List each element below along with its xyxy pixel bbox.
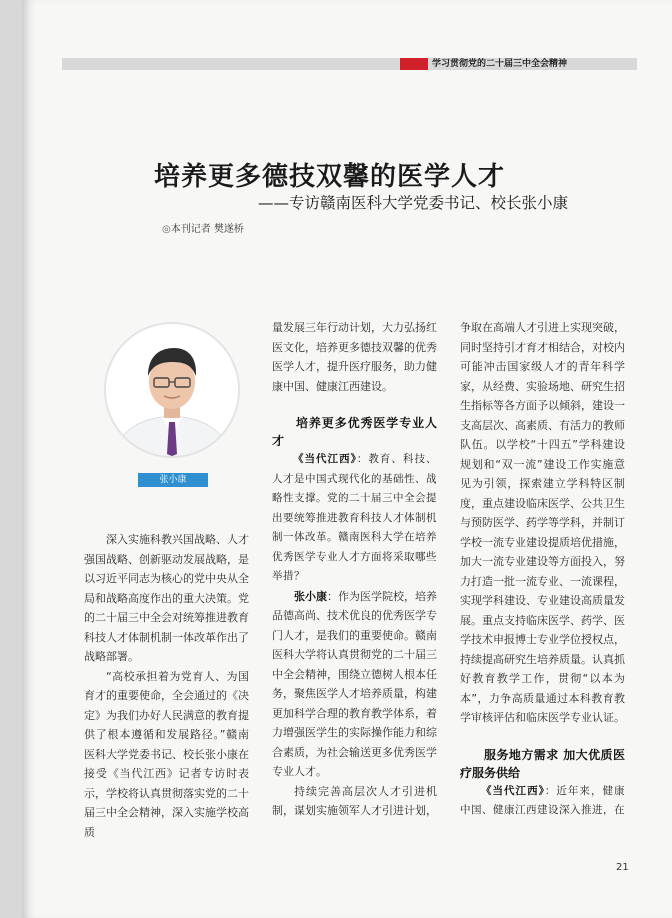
section-heading: 培养更多优秀医学专业人才	[272, 416, 437, 448]
interview-answer	[272, 587, 437, 782]
article-title: 培养更多德技双馨的医学人才	[154, 162, 506, 192]
question-text: ：教育、科技、人才是中国式现代化的基础性、战略性支撑。党的二十届三中全会提出要统筹推进教育科技人才体制机制一体改革。赣南医科大学在培养优秀医学专业人才方面将采取哪些举措？	[272, 453, 437, 582]
article-subtitle: ——专访赣南医科大学党委书记、校长张小康	[258, 194, 569, 212]
text-column-3	[460, 318, 625, 821]
page-number: 21	[616, 862, 629, 873]
text-column-2	[272, 318, 437, 821]
question-label: 《当代江西》	[293, 453, 357, 465]
paragraph: 争取在高端人才引进上实现突破，同时坚持引才育才相结合，对校内可能冲击国家级人才的青年科学家，从经费、实验场地、研究生招生指标等各方面予以倾斜，建设一支高层次、高素质、有活力的教师队伍。以学校“十四五”学科建设规划和“双一流”建设工作实施意见为引领，探索建立学科特区制度，重点建设临床医学、公共卫生与预防医学、药学等学科，并制订学校一流专业建设提质培优措施，加大一流专业建设等方面投入，努力打造一批一流专业、一流课程，实现学科建设、专业建设高质量发展。重点支持临床医学、药学、医学技术申报博士专业学位授权点，持续提高研究生培养质量。认真抓好教育教学工作，贯彻“以本为本”，力争高质量通过本科教育教学审核评估和临床医学专业认证。	[460, 321, 625, 724]
paragraph: 量发展三年行动计划，大力弘扬红医文化，培养更多德技双馨的优秀医学人才，提升医疗服务，助力健康中国、健康江西建设。	[272, 321, 437, 393]
photo-caption: 张小康	[138, 473, 208, 487]
header-accent-band	[400, 58, 428, 70]
section-heading: 服务地方需求 加大优质医疗服务供给	[460, 747, 625, 780]
interview-question	[460, 782, 625, 821]
paragraph: “高校承担着为党育人、为国育才的重要使命，全会通过的《决定》为我们办好人民满意的教育提供了根本遵循和发展路径。”赣南医科大学党委书记、校长张小康在接受《当代江西》记者专访时表示，学校将认真贯彻落实党的二十届三中全会精神，深入实施学校高质	[84, 669, 249, 839]
section-header: 学习贯彻党的二十届三中全会精神	[432, 59, 568, 69]
text-column-1	[84, 530, 249, 842]
question-text: ：近年来，健康中国、健康江西建设深入推进，在	[460, 784, 625, 816]
portrait-photo	[104, 322, 240, 458]
interview-question	[272, 450, 437, 587]
paragraph: 持续完善高层次人才引进机制，谋划实施领军人才引进计划，	[272, 784, 437, 817]
paragraph: 深入实施科教兴国战略、人才强国战略、创新驱动发展战略，是以习近平同志为核心的党中央从全局和战略高度作出的重大决策。党的二十届三中全会对统筹推进教育科技人才体制机制一体改革作出了战略部署。	[84, 533, 249, 663]
magazine-page	[22, 0, 672, 918]
question-label: 《当代江西》	[481, 784, 545, 797]
portrait-illustration	[106, 324, 238, 456]
byline	[162, 220, 244, 235]
answer-label: 张小康	[294, 589, 327, 603]
answer-text: ：作为医学院校，培养品德高尚、技术优良的优秀医学专门人才，是我们的重要使命。赣南医科大学将认真贯彻党的二十届三中全会精神，围绕立德树人根本任务，聚焦医学人才培养质量，构建更加科学合理的教育教学体系，着力增强医学生的实际操作能力和综合素质，为社会输送更多优秀医学专业人才。	[272, 589, 437, 778]
byline-mark: ◎	[162, 224, 171, 235]
byline-text: 本刊记者 樊遂桥	[170, 224, 244, 235]
